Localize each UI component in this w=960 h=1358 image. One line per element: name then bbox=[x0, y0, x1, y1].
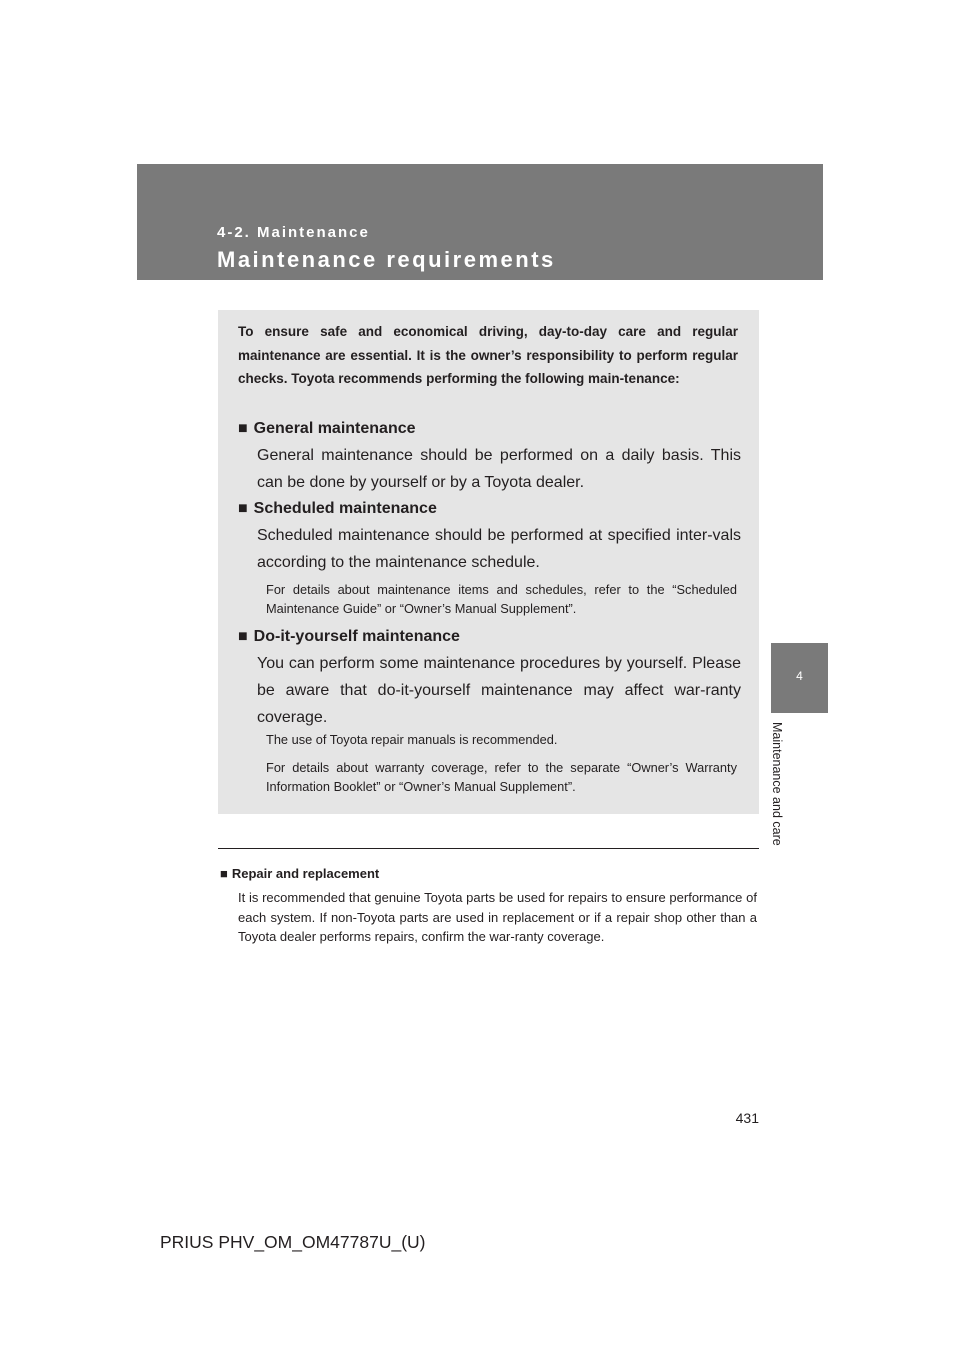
heading-text: Scheduled maintenance bbox=[253, 500, 437, 517]
diy-maintenance-note-1: The use of Toyota repair manuals is recommended. bbox=[266, 732, 558, 747]
chapter-label-container bbox=[764, 722, 794, 872]
section-header bbox=[137, 164, 823, 280]
scheduled-maintenance-text: Scheduled maintenance should be performed at specified inter-vals according to the maintenance schedule. bbox=[257, 527, 741, 571]
repair-body: It is recommended that genuine Toyota parts be used for repairs to ensure performance of each system. If non-Toyota parts are used in replacement or if a repair shop other than a Toyota dealer performs repairs, confirm the war-ranty coverage. bbox=[238, 890, 757, 944]
document-id: PRIUS PHV_OM_OM47787U_(U) bbox=[160, 1232, 426, 1252]
diy-maintenance-note-2: For details about warranty coverage, refer to the separate “Owner’s Warranty Information Booklet” or “Owner’s Manual Supplement”. bbox=[266, 760, 737, 794]
scheduled-maintenance-heading bbox=[238, 500, 437, 518]
general-maintenance-text: General maintenance should be performed on a daily basis. This can be done by yourself or by a Toyota dealer. bbox=[257, 447, 741, 491]
section-divider bbox=[218, 848, 759, 849]
bullet-square-icon: ■ bbox=[238, 420, 248, 437]
diy-maintenance-text: You can perform some maintenance procedures by yourself. Please be aware that do-it-yourself maintenance may affect war-ranty coverage. bbox=[257, 655, 741, 726]
section-label: 4-2. Maintenance bbox=[217, 224, 370, 241]
general-maintenance-heading bbox=[238, 420, 416, 438]
chapter-tab bbox=[771, 643, 828, 713]
heading-text: Do-it-yourself maintenance bbox=[253, 628, 460, 645]
page-number: 431 bbox=[735, 1110, 759, 1126]
bullet-square-icon: ■ bbox=[238, 500, 248, 517]
heading-text: Repair and replacement bbox=[231, 866, 380, 881]
maintenance-info-box bbox=[218, 310, 759, 814]
bullet-square-icon: ■ bbox=[220, 866, 228, 881]
scheduled-maintenance-note: For details about maintenance items and schedules, refer to the “Scheduled Maintenance Guide” or “Owner’s Manual Supplement”. bbox=[266, 582, 737, 616]
bullet-square-icon: ■ bbox=[238, 628, 248, 645]
page-title: Maintenance requirements bbox=[217, 247, 556, 272]
repair-heading bbox=[220, 866, 379, 881]
intro-text: To ensure safe and economical driving, day-to-day care and regular maintenance are essential. It is the owner’s responsibility to perform regular checks. Toyota recommends performing the following main-tenance: bbox=[238, 324, 738, 386]
diy-maintenance-heading bbox=[238, 628, 460, 646]
heading-text: General maintenance bbox=[253, 420, 416, 437]
chapter-number: 4 bbox=[796, 669, 803, 683]
chapter-label: Maintenance and care bbox=[770, 722, 784, 846]
